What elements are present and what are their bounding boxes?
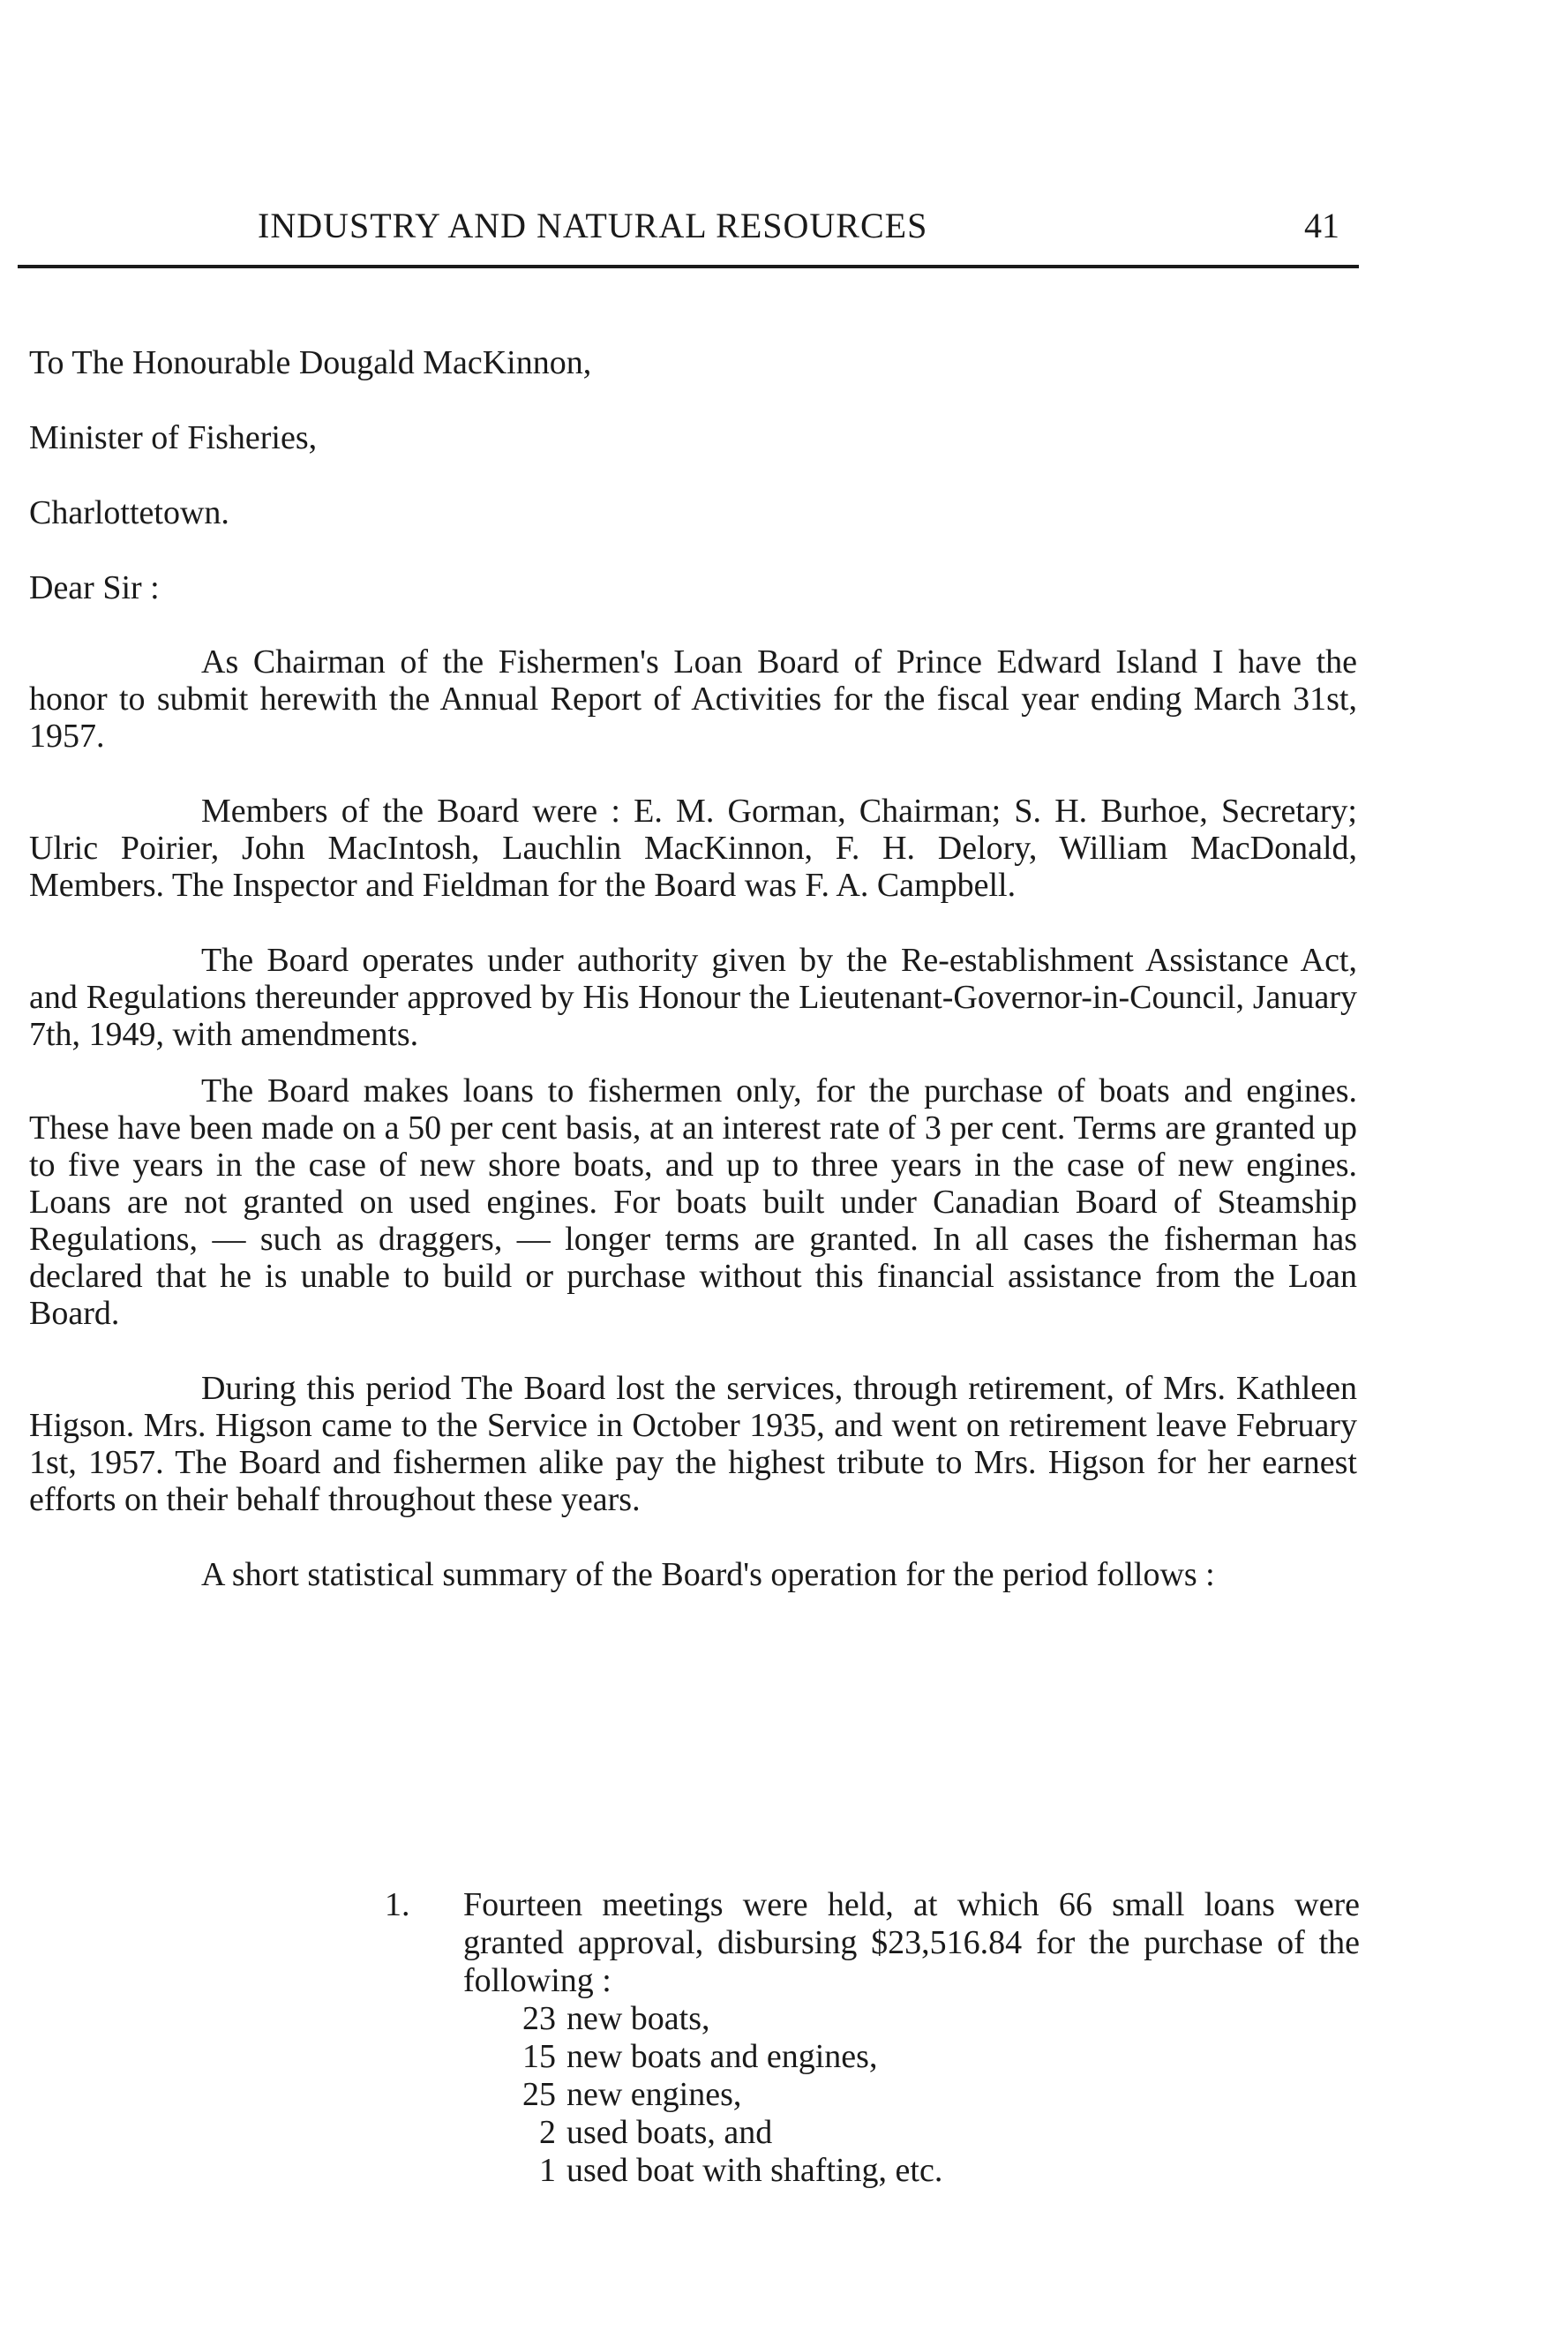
list-item-text: used boat with shafting, etc. — [566, 2152, 943, 2189]
list-item-text: new boats and engines, — [566, 2038, 878, 2075]
running-header — [18, 205, 1359, 258]
list-item — [463, 2114, 1360, 2152]
address-line-city: Charlottetown. — [29, 494, 229, 531]
paragraph-loans: The Board makes loans to fishermen only, for the purchase of boats and engines. These have been made on a 50 per cent basis, at an interest rate of 3 per cent. Terms are granted up to five years in the case of new shore boats, and up to three years in the case of new engines. Loans are not granted on used engines. For boats built under Canadian Board of Steamship Regulations, — such as draggers, — longer terms are granted. In all cases the fisherman has declared that he is unable to build or purchase without this financial assistance from the Loan Board. — [29, 1072, 1357, 1332]
paragraph-intro: As Chairman of the Fishermen's Loan Board of Prince Edward Island I have the honor to submit herewith the Annual Report of Activities for the fiscal year ending March 31st, 1957. — [29, 643, 1357, 755]
paragraph-authority: The Board operates under authority given by the Re-establishment Assistance Act, and Regulations thereunder approved by His Honour the Lieutenant-Governor-in-Council, January 7th, 1949, with amendments. — [29, 942, 1357, 1053]
page-number: 41 — [1304, 206, 1339, 245]
list-item — [463, 2038, 1360, 2076]
list-item-qty: 1 — [539, 2152, 556, 2189]
letter-body — [29, 344, 1357, 1631]
summary-item-text: Fourteen meetings were held, at which 66 small loans were granted approval, disbursing $23,516.84 for the purchase of the following : — [463, 1886, 1360, 1999]
list-item-qty: 15 — [522, 2038, 556, 2075]
address-line-recipient: To The Honourable Dougald MacKinnon, — [29, 344, 592, 381]
list-item-qty: 2 — [539, 2114, 556, 2151]
list-item-text: new engines, — [566, 2076, 742, 2113]
list-item-qty: 25 — [522, 2076, 556, 2113]
header-title: INDUSTRY AND NATURAL RESOURCES — [258, 206, 928, 245]
list-item-qty: 23 — [522, 2000, 556, 2037]
paragraph-members: Members of the Board were : E. M. Gorman, Chairman; S. H. Burhoe, Secretary; Ulric Poirier, John MacIntosh, Lauchlin MacKinnon, F. H. Delory, William MacDonald, Members. The Inspector and Fieldman for the Board was F. A. Campbell. — [29, 793, 1357, 904]
paragraph-retirement: During this period The Board lost the services, through retirement, of Mrs. Kathleen Higson. Mrs. Higson came to the Service in October 1935, and went on retirement leave February 1st, 1957. The Board and fishermen alike pay the highest tribute to Mrs. Higson for her earnest efforts on their behalf throughout these years. — [29, 1370, 1357, 1518]
list-item-text: new boats, — [566, 2000, 710, 2037]
list-item-text: used boats, and — [566, 2114, 773, 2151]
address-line-title: Minister of Fisheries, — [29, 419, 318, 456]
list-item — [463, 2076, 1360, 2114]
header-rule — [18, 265, 1359, 268]
list-item — [463, 2152, 1360, 2190]
summary-item-body — [463, 1886, 1360, 2190]
paragraph-summary-intro: A short statistical summary of the Board's operation for the period follows : — [201, 1556, 1215, 1593]
summary-item-number: 1. — [385, 1886, 410, 1923]
salutation: Dear Sir : — [29, 569, 160, 606]
list-item — [463, 2000, 1360, 2038]
purchase-list — [463, 2000, 1360, 2190]
